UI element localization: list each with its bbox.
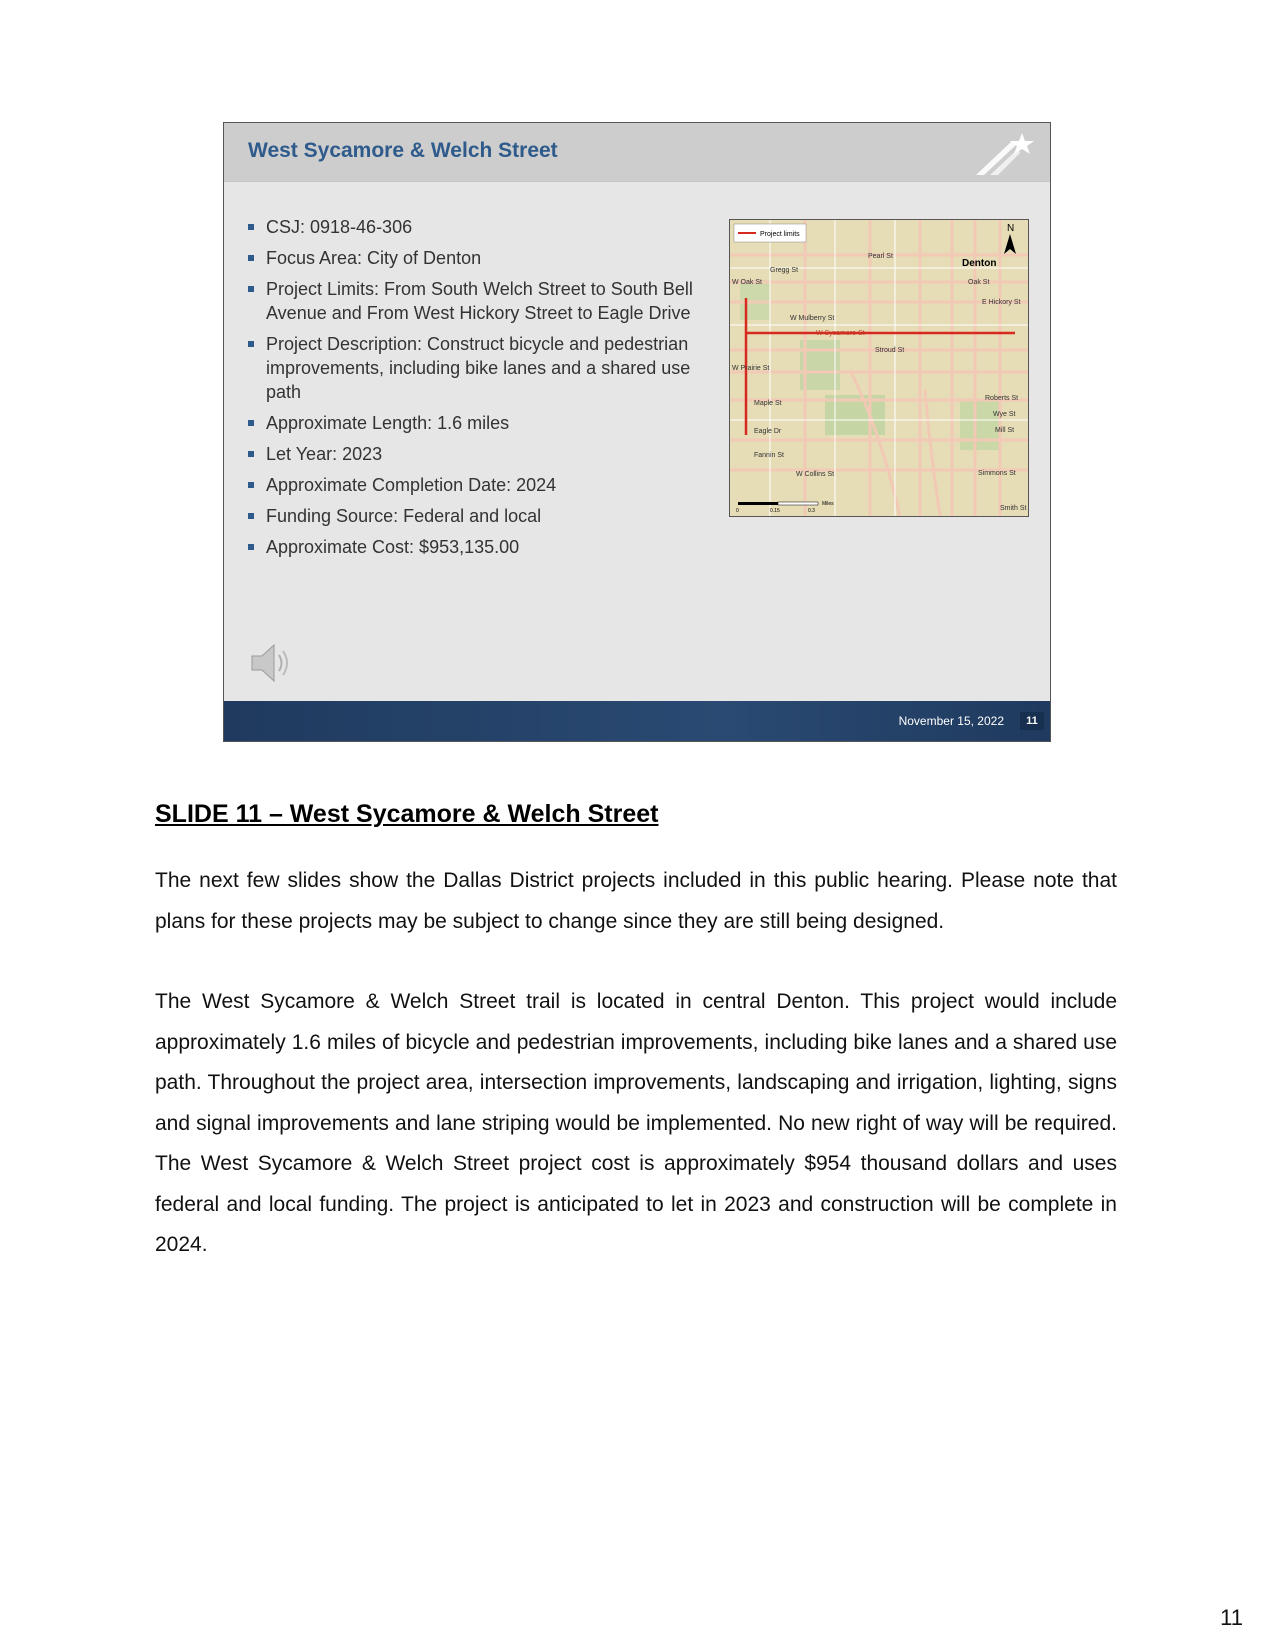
- svg-text:Oak St: Oak St: [968, 279, 990, 286]
- map-city-label: Denton: [962, 258, 997, 269]
- section-heading: SLIDE 11 – West Sycamore & Welch Street: [155, 800, 659, 828]
- svg-text:W Sycamore St: W Sycamore St: [816, 330, 865, 337]
- fact-project-limits: Project Limits: From South Welch Street to South Bell Avenue and From West Hickory Street to Eagle Drive: [246, 277, 711, 325]
- intro-paragraph: The next few slides show the Dallas District projects included in this public hearing. Please note that plans for these projects may be subject to change since they are still being designed.: [155, 869, 1117, 933]
- project-map: [729, 219, 1029, 517]
- svg-text:W Mulberry St: W Mulberry St: [790, 315, 835, 322]
- svg-text:Pearl St: Pearl St: [868, 253, 893, 260]
- svg-text:W Oak St: W Oak St: [732, 279, 762, 286]
- speaker-audio-icon[interactable]: [248, 641, 296, 685]
- fact-let-year: Let Year: 2023: [246, 442, 711, 466]
- project-description-paragraph: The West Sycamore & Welch Street trail is located in central Denton. This project would include approximately 1.6 miles of bicycle and pedestrian improvements, including bike lanes and a shared use path. Throughout the project area, intersection improvements, landscaping and irrigation, lighting, signs and signal improvements and lane striping would be implemented. No new right of way will be required. The West Sycamore & Welch Street project cost is approximately $954 thousand dollars and uses federal and local funding. The project is anticipated to let in 2023 and construction will be complete in 2024.: [155, 990, 1117, 1256]
- fact-length: Approximate Length: 1.6 miles: [246, 411, 711, 435]
- slide-date: November 15, 2022: [898, 714, 1004, 728]
- svg-text:Miles: Miles: [822, 501, 834, 507]
- svg-text:0.3: 0.3: [808, 508, 815, 514]
- svg-text:0: 0: [736, 508, 739, 514]
- svg-text:Simmons St: Simmons St: [978, 470, 1016, 477]
- svg-text:Eagle Dr: Eagle Dr: [754, 428, 782, 435]
- fact-focus-area: Focus Area: City of Denton: [246, 246, 711, 270]
- north-arrow-label: N: [1007, 223, 1015, 234]
- svg-text:E Hickory St: E Hickory St: [982, 299, 1021, 306]
- txdot-star-logo-icon: [972, 131, 1036, 177]
- fact-project-description: Project Description: Construct bicycle and pedestrian improvements, including bike lanes and a shared use path: [246, 332, 711, 404]
- fact-completion-date: Approximate Completion Date: 2024: [246, 473, 711, 497]
- fact-funding-source: Funding Source: Federal and local: [246, 504, 711, 528]
- slide-number-badge: 11: [1020, 712, 1044, 730]
- svg-text:Roberts St: Roberts St: [985, 395, 1019, 402]
- svg-text:Gregg St: Gregg St: [770, 267, 799, 274]
- page-number: 11: [1220, 1605, 1243, 1630]
- fact-cost: Approximate Cost: $953,135.00: [246, 535, 711, 559]
- project-map-graphic: [730, 220, 1028, 516]
- slide-header: [224, 123, 1050, 182]
- fact-csj: CSJ: 0918-46-306: [246, 215, 711, 239]
- slide-footer: [224, 701, 1050, 741]
- project-facts-list: [246, 215, 711, 566]
- slide-title: West Sycamore & Welch Street: [248, 139, 558, 162]
- svg-text:Maple St: Maple St: [754, 400, 782, 407]
- map-legend-label: Project limits: [760, 231, 800, 238]
- svg-text:Wye St: Wye St: [993, 411, 1016, 418]
- slide-image: [223, 122, 1051, 742]
- svg-text:Fannin St: Fannin St: [754, 452, 784, 459]
- svg-text:0.15: 0.15: [770, 508, 780, 514]
- svg-text:W Prairie St: W Prairie St: [732, 365, 770, 372]
- svg-text:Mill St: Mill St: [995, 427, 1015, 434]
- svg-text:Smith St: Smith St: [1000, 505, 1027, 512]
- svg-text:W Collins St: W Collins St: [796, 471, 835, 478]
- svg-text:Stroud St: Stroud St: [875, 347, 905, 354]
